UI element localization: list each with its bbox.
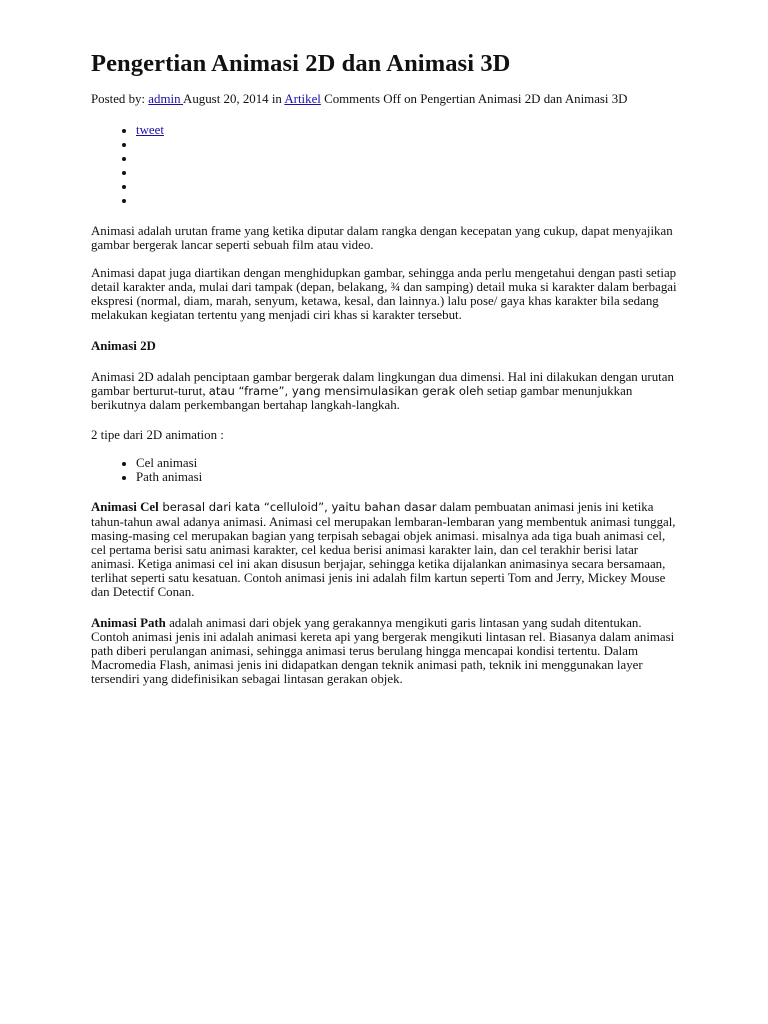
article	[91, 48, 681, 687]
share-item[interactable]	[136, 165, 681, 179]
post-date: August 20, 2014 in	[183, 92, 285, 106]
share-list	[91, 123, 681, 207]
animasi-path-text: adalah animasi dari objek yang gerakannya mengikuti garis lintasan yang sudah ditentukan. Contoh animasi jenis ini adalah animasi kereta api yang bergerak mengikuti lintasan rel. Biasanya dalam animasi path diberi perulangan animasi, sehingga animasi terus berulang hingga mencapai kondisi tertentu. Dalam Macromedia Flash, animasi jenis ini didapatkan dengan teknik animasi path, teknik ini menggunakan layer tersendiri yang didefinisikan sebagai lintasan gerakan objek.	[91, 616, 675, 687]
animasi-cel-term: Animasi Cel	[91, 500, 159, 515]
share-item[interactable]	[136, 179, 681, 193]
share-item-tweet[interactable]	[136, 123, 681, 137]
animasi-path-paragraph	[91, 616, 681, 686]
article-title: Pengertian Animasi 2D dan Animasi 3D	[91, 50, 511, 77]
comments-status: Comments Off on Pengertian Animasi 2D dan Animasi 3D	[320, 92, 628, 106]
tweet-link[interactable]: tweet	[136, 123, 164, 137]
post-meta	[91, 92, 681, 107]
definition-paragraph: Animasi dapat juga diartikan dengan menghidupkan gambar, sehingga anda perlu mengetahui dengan pasti setiap detail karakter anda, mulai dari tampak (depan, belakang, ¾ dan samping) detail muka si karakter dalam berbagai ekspresi (normal, diam, marah, senyum, ketawa, kesal, dan lainnya.) lalu pose/ gaya khas karakter bila sedang melakukan kegiatan tertentu yang menjadi ciri khas si karakter tersebut.	[91, 266, 677, 323]
animasi-2d-text-b: atau “frame”, yang mensimulasikan gerak oleh	[208, 383, 484, 398]
animasi-cel-paragraph	[91, 500, 681, 599]
animasi-cel-text-alt: berasal dari kata “celluloid”, yaitu bahan dasar	[158, 500, 437, 515]
animasi-cel-text: dalam pembuatan animasi jenis ini ketika tahun-tahun awal adanya animasi. Animasi cel merupakan lembaran-lembaran yang membentuk animasi tunggal, masing-masing cel merupakan bagian yang terpisah sebagai objek animasi. misalnya ada tiga buah animasi cel, cel pertama berisi satu animasi karakter, cel kedua berisi animasi karakter lain, dan cel terakhir berisi latar animasi. Ketiga animasi cel ini akan disusun berjajar, sehingga ketika dijalankan animasinya secara bersamaan, terlihat seperti satu kesatuan. Contoh animasi jenis ini adalah film kartun seperti Tom and Jerry, Mickey Mouse dan Detectif Conan.	[91, 500, 676, 599]
animasi-2d-paragraph	[91, 370, 681, 412]
animation-types-list	[91, 456, 681, 484]
animasi-2d-text-c: setiap gambar menunjukkan berikutnya dalam perkembangan bertahap langkah-langkah.	[91, 383, 633, 412]
animasi-2d-text-a: Animasi 2D adalah penciptaan gambar bergerak dalam lingkungan dua dimensi. Hal ini dilakukan dengan urutan gambar berturut-turut,	[91, 369, 674, 398]
author-link[interactable]: admin	[148, 92, 184, 106]
posted-by-label: Posted by:	[91, 92, 149, 106]
list-item-cel: • Cel animasi	[136, 456, 681, 470]
section-heading-2d: Animasi 2D	[91, 338, 156, 353]
share-item[interactable]	[136, 137, 681, 151]
category-link[interactable]: Artikel	[284, 92, 321, 106]
share-item[interactable]	[136, 193, 681, 207]
intro-paragraph: Animasi adalah urutan frame yang ketika diputar dalam rangka dengan kecepatan yang cukup, dapat menyajikan gambar bergerak lancar seperti sebuah film atau video.	[91, 224, 673, 253]
types-intro: 2 tipe dari 2D animation :	[91, 427, 224, 442]
share-item[interactable]	[136, 151, 681, 165]
animasi-path-term: Animasi Path	[91, 616, 166, 631]
list-item-path: • Path animasi	[136, 470, 681, 484]
